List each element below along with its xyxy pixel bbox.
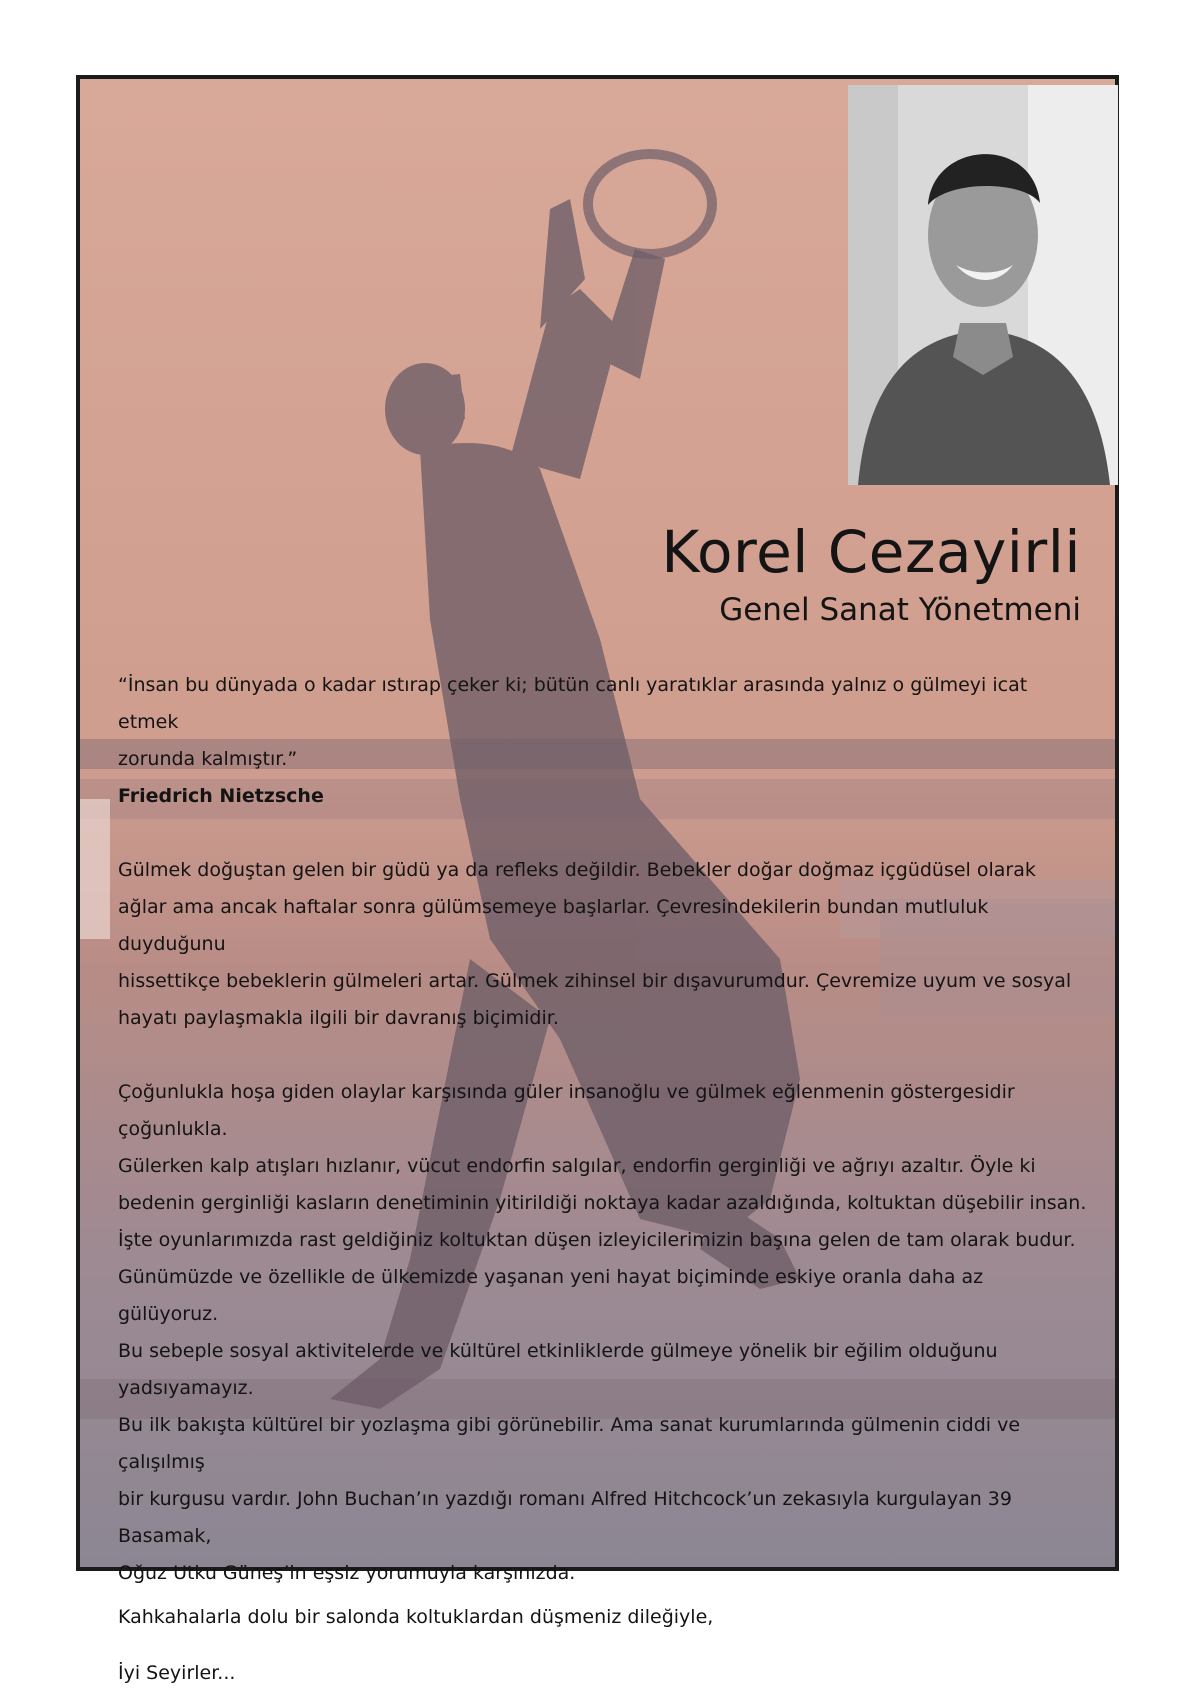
letter-body	[118, 667, 1088, 1692]
paragraph-line: Gülmek doğuştan gelen bir güdü ya da refleks değildir. Bebekler doğar doğmaz içgüdüsel olarak	[118, 859, 1036, 881]
paragraph-line: Çoğunlukla hoşa giden olaylar karşısında güler insanoğlu ve gülmek eğlenmenin göstergesidir çoğunlukla.	[118, 1081, 1015, 1140]
title-block	[661, 519, 1081, 630]
page-frame	[76, 75, 1119, 1684]
paragraph-line: Bu sebeple sosyal aktivitelerde ve kültürel etkinliklerde gülmeye yönelik bir eğilim olduğunu yadsıyamayız.	[118, 1340, 998, 1399]
director-role: Genel Sanat Yönetmeni	[719, 591, 1081, 628]
paragraph-line: Gülerken kalp atışları hızlanır, vücut endorfin salgılar, endorfin gerginliği ve ağrıyı azaltır. Öyle ki	[118, 1155, 1036, 1177]
director-name: Korel Cezayirli	[661, 518, 1081, 586]
quote-author: Friedrich Nietzsche	[118, 785, 324, 807]
paragraph-line: Oğuz Utku Güneş’in eşsiz yorumuyla karşınızda.	[118, 1562, 576, 1584]
paragraph-line: Günümüzde ve özellikle de ülkemizde yaşanan yeni hayat biçiminde eskiye oranla daha az gülüyoruz.	[118, 1266, 984, 1325]
paragraph-line: bedenin gerginliği kasların denetiminin yitirildiği noktaya kadar azaldığında, koltuktan düşebilir insan.	[118, 1192, 1087, 1214]
paragraph-line: Bu ilk bakışta kültürel bir yozlaşma gibi görünebilir. Ama sanat kurumlarında gülmenin ciddi ve çalışılmış	[118, 1414, 1021, 1473]
quote-line: zorunda kalmıştır.”	[118, 748, 298, 770]
paragraph-line: bir kurgusu vardır. John Buchan’ın yazdığı romanı Alfred Hitchcock’un zekasıyla kurgulayan 39 Basamak,	[118, 1488, 1012, 1547]
closing-line: Kahkahalarla dolu bir salonda koltuklardan düşmeniz dileğiyle,	[118, 1606, 714, 1628]
paragraph-line: İşte oyunlarımızda rast geldiğiniz koltuktan düşen izleyicilerimizin başına gelen de tam olarak budur.	[118, 1229, 1076, 1251]
signoff: İyi Seyirler...	[118, 1662, 236, 1684]
quote-line: “İnsan bu dünyada o kadar ıstırap çeker ki; bütün canlı yaratıklar arasında yalnız o gülmeyi icat etmek	[118, 674, 1028, 733]
portrait-photo	[848, 85, 1118, 485]
paragraph-line: hayatı paylaşmakla ilgili bir davranış biçimidir.	[118, 1007, 559, 1029]
paragraph-line: ağlar ama ancak haftalar sonra gülümsemeye başlarlar. Çevresindekilerin bundan mutluluk duyduğunu	[118, 896, 989, 955]
paragraph-line: hissettikçe bebeklerin gülmeleri artar. Gülmek zihinsel bir dışavurumdur. Çevremize uyum ve sosyal	[118, 970, 1072, 992]
